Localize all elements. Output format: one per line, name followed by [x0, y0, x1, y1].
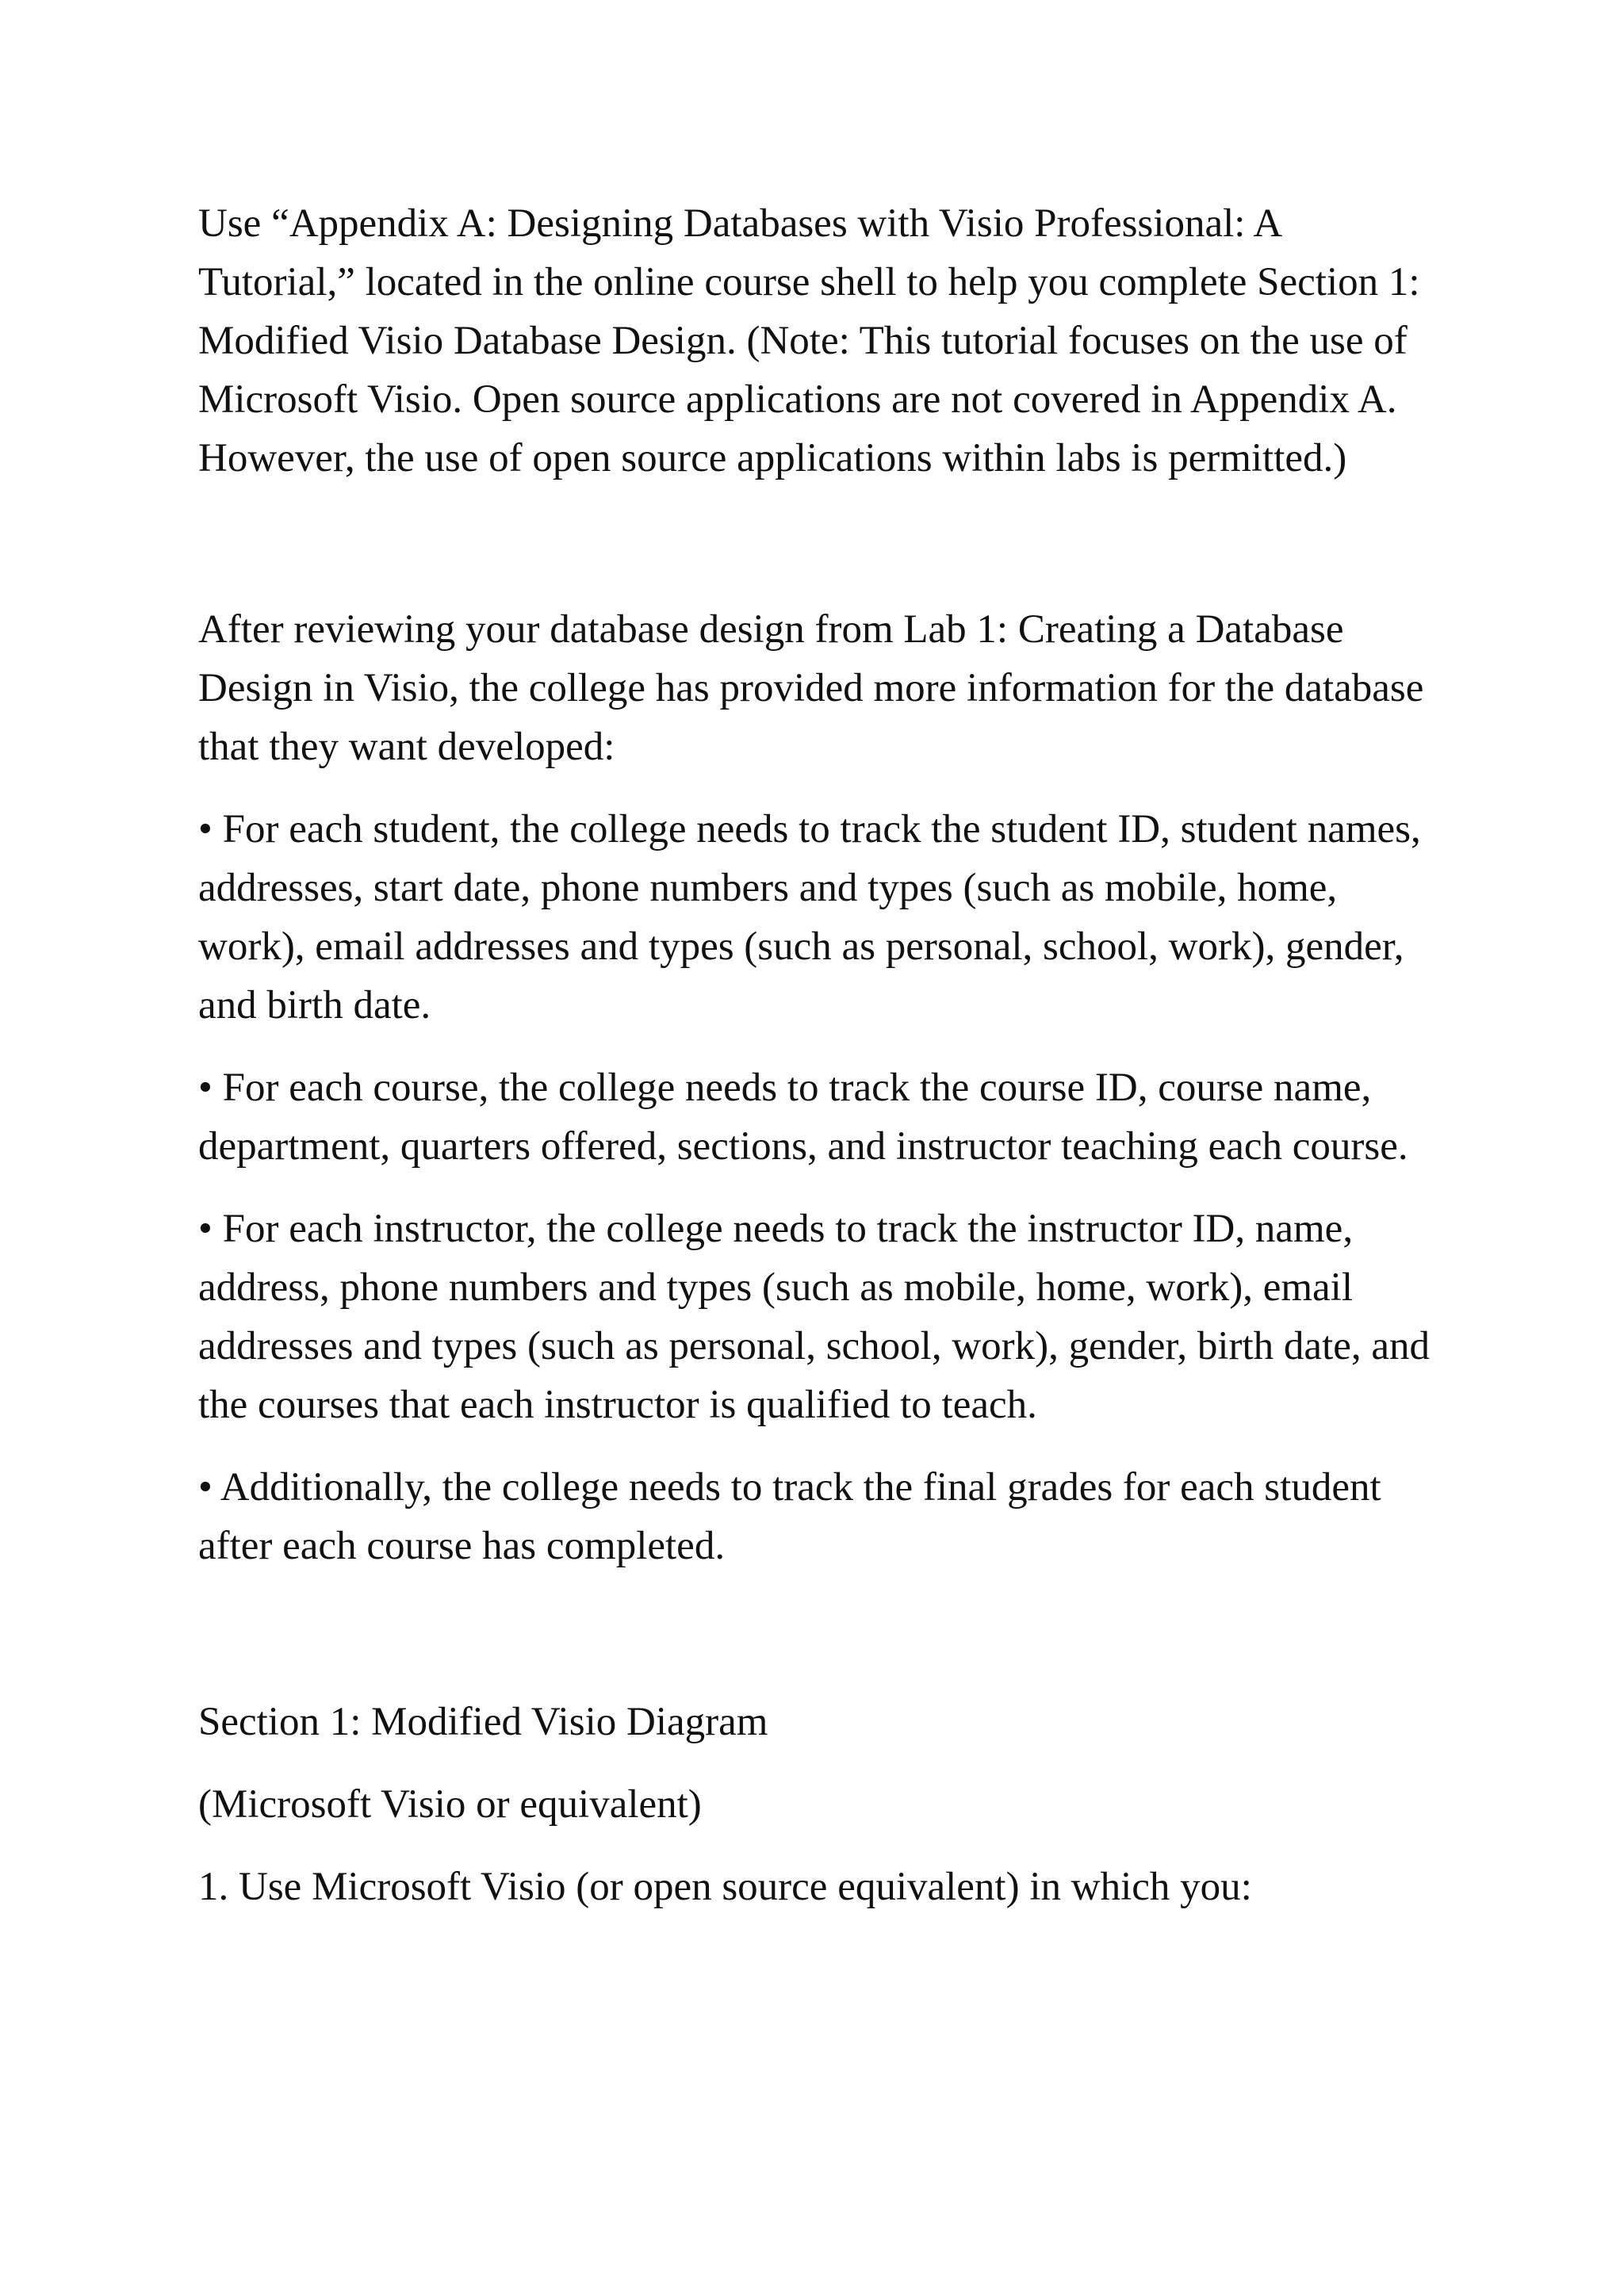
student-requirement-bullet: • For each student, the college needs to track the student ID, student names, addresses, start date, phone numbers and types (such as mobile, home, work), email addresses and types (such as personal, school, work), gender, and birth date. — [198, 807, 1421, 1027]
instructor-requirement-bullet: • For each instructor, the college needs to track the instructor ID, name, address, phone numbers and types (such as mobile, home, work), email addresses and types (such as personal, school, work), gender, birth date, and the courses that each instructor is qualified to teach. — [198, 1207, 1431, 1427]
grades-requirement-bullet: • Additionally, the college needs to track the final grades for each student after each course has completed. — [198, 1465, 1381, 1568]
intro-paragraph: Use “Appendix A: Designing Databases with Visio Professional: A Tutorial,” located in the online course shell to help you complete Section 1: Modified Visio Database Design. (Note: This tutorial focuses on the use of Microsoft Visio. Open source applications are not covered in Appendix A. However, the use of open source applications within labs is permitted.) — [198, 201, 1420, 480]
document-body — [198, 194, 1435, 1916]
section-heading: Section 1: Modified Visio Diagram — [198, 1700, 768, 1744]
review-paragraph: After reviewing your database design from Lab 1: Creating a Database Design in Visio, the college has provided more information for the database that they want developed: — [198, 607, 1424, 769]
course-requirement-bullet: • For each course, the college needs to track the course ID, course name, department, quarters offered, sections, and instructor teaching each course. — [198, 1066, 1408, 1169]
tool-note: (Microsoft Visio or equivalent) — [198, 1782, 702, 1827]
instruction-step-1: 1. Use Microsoft Visio (or open source equivalent) in which you: — [198, 1865, 1252, 1909]
